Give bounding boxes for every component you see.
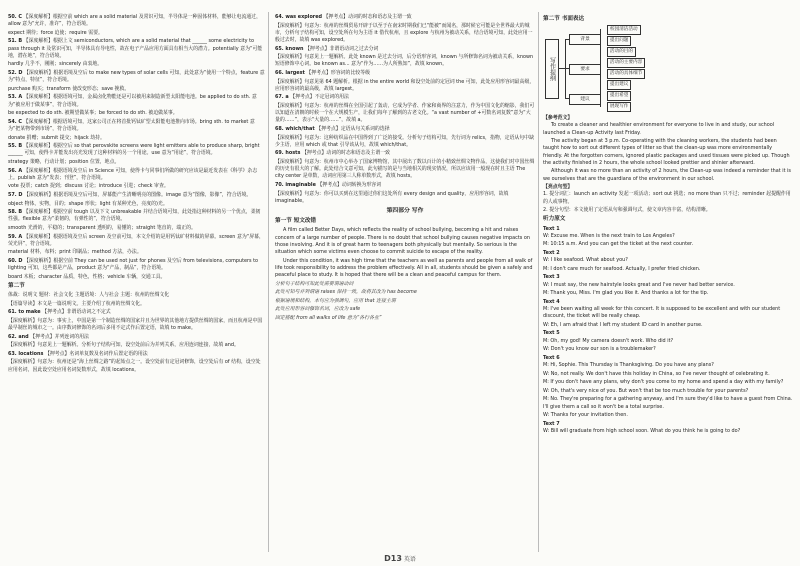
- answer-list: [8, 309, 265, 374]
- answer-item: [275, 79, 535, 93]
- answer-item: [8, 168, 265, 182]
- outline-leaf: 校园清洁活动: [607, 25, 641, 35]
- answer-text: 【押考点】动词的时态和语态及主谓一致: [301, 150, 390, 157]
- answer-item: [275, 14, 535, 21]
- essay-paragraph: A film called Better Days, which reflects the reality of school bullying, becoming a hit and raises concern of a large number of people. There is no doubt that school bullying causes negative impacts on those involving. And it is of great harm to teenagers both physically but mentally. So serious is the situation which some victims even choose to commit suicide to escape of the reality.: [275, 227, 530, 255]
- answer-number: 60. D: [8, 257, 23, 264]
- correction-note: 分析句子结构可知此处需要谓语动词: [275, 280, 354, 287]
- answer-text: donate 捐赠；submit 提交；hijack 劫持。: [8, 134, 105, 141]
- answer-text: 【押考点】形容词的比较等级: [306, 69, 370, 76]
- answer-number: 65. known: [275, 45, 304, 52]
- answer-item: [275, 150, 535, 157]
- answer-item: [8, 201, 265, 208]
- subject-label: 英语: [403, 556, 416, 563]
- dialog-title: Text 2: [543, 250, 560, 256]
- answer-list: [275, 14, 535, 205]
- answer-item: [8, 309, 265, 316]
- answer-text: 【押考点】并列连词的用法: [30, 333, 89, 340]
- essay-paragraph: To create a cleaner and healthier environment for everyone to live in and study, our school launched a Clean-up Activity last Friday.: [543, 122, 775, 136]
- answer-text: 【深度解析】根据空后 so that perovskite screens were light emitters able to produce sharp, bright ______ 可知，使得卡并能发出亮光发现了这种材料的另一个用途。use 意为“用途”，符合语境。: [8, 143, 260, 157]
- answer-number: 50. C: [8, 14, 22, 20]
- answer-text: 【深度解析】句意见第 64 题解析。根据 in the entire world 和设空处前的定冠词 the 可知，此处应用形容词最高级，应用形容词的最高级，故填 largest。: [275, 78, 535, 92]
- answer-text: 【深度解析】根据语境及空后 in Science 可知，使得卡与同事们所做的研究应该是最近发表在《科学》杂志上。publish 意为“发表；刊登”，符合语境。: [8, 167, 258, 181]
- answer-text: board 木板；character 品质，特色，性格；vehicle 车辆，交通工具。: [8, 273, 166, 280]
- answer-item: [8, 249, 265, 256]
- answer-text: 【深度解析】根据语境可知，金属卤化物能还是可以被用来制造新型太阳能电池。be applied to do sth. 意为“被应用于做某事”，符合语境。: [8, 94, 257, 108]
- answer-item: [8, 225, 265, 232]
- answer-item: [8, 192, 265, 199]
- answer-item: [275, 103, 535, 125]
- column-right: [543, 14, 793, 437]
- listening-title: 听力原文: [543, 216, 566, 223]
- answer-text: 【深度解析】句意为：这种纺织品在中国得到了广泛的接受。分析句子结构可知，先行词为 relics，指物，定语从句中缺少主语，应用 which 或 that 引导该从句，故填 which/that。: [275, 134, 534, 148]
- answer-item: [8, 94, 265, 108]
- answer-text: 【押考点】定语从句关系词的选择: [316, 125, 390, 132]
- column-divider: [268, 12, 269, 552]
- answer-text: 【深度解析】根据空前 They can be used not just for phones 及空后 from televisions, computers to lighting 可知，这些都是产品，product 意为“产品，制品”，符合语境。: [8, 257, 259, 272]
- answer-item: [8, 143, 265, 157]
- answer-item: [8, 274, 265, 281]
- answer-text: 【深度解析】句意为：你可以买到在这里通过你们这处所有 every design and quality，应用形容词，故填 imaginable。: [275, 190, 509, 204]
- answer-text: 【押考点】非谓语动词之不定式: [42, 309, 111, 316]
- outline-leaf: 提出问题: [607, 36, 631, 46]
- answer-text: 【深度解析】根据语境及空后可知，屏幕能产生清晰明亮的图像。image 意为“图像，影像”，符合语境。: [24, 191, 252, 198]
- answer-number: 61. to make: [8, 309, 41, 316]
- answer-item: [8, 61, 265, 68]
- reading-tip: 【语篇导读】本文是一篇说明文。主要介绍了杭州的丝绸文化。: [8, 300, 145, 307]
- answer-text: 【深度解析】根据空前 which are a solid material 及常识可知，半导体是一种固体材料，能够让电流通过，allow 意为“允许，准许”，符合语境。: [8, 14, 261, 28]
- essay-paragraph: Under this condition, it was high time that the teachers as well as parents and people from all walk of life took responsibility to address the problem effectively. All in all, students should be given a safely and peaceful place to study. It is hoped that there will be a clean and peaceful campus for them.: [275, 257, 533, 278]
- dialog-line: W: Bill will graduate from high school soon. What do you think he is going to do?: [543, 427, 741, 434]
- answer-list: [8, 14, 265, 281]
- dialog-title: Text 6: [543, 354, 560, 361]
- answer-item: [8, 342, 265, 349]
- answer-item: [8, 359, 265, 373]
- answer-item: [8, 86, 265, 93]
- section-meta: 体裁：说明文 题材：社会文化 主题语境：人与社会 主题：杭州的丝绸文化: [8, 292, 170, 299]
- column-middle: [275, 14, 535, 324]
- answer-text: 【深度解析】根据语境及空后 to make new types of solar cells 可知，此处意为“使用一个特点，feature 意为“特点，特征”，符合语境。: [8, 69, 265, 84]
- essay-paragraph: Although it was no more than an activity of 2 hours, the Clean-up was indeed a reminder that it is we ourselves that are the guardians of the environment in our school.: [543, 168, 791, 182]
- outline-branch: 要求: [569, 64, 601, 75]
- outline-branch: 背景: [569, 34, 601, 45]
- dialog-title: Text 5: [543, 330, 560, 337]
- answer-number: 69. hosts: [275, 150, 301, 157]
- outline-leaf: 活动的主要内容: [607, 58, 645, 68]
- column-left: [8, 14, 265, 375]
- part-title: 第四部分 写作: [386, 207, 424, 214]
- listening-scripts: [543, 226, 793, 436]
- answer-text: 【押考点】不定冠词的用法: [290, 94, 349, 101]
- answer-text: 【深度解析】句意为：杭州市中心举办了国家博物馆，其中展出了数以百计的小精致丝绸文物作品，这使我们对中国丝绸的历史有很大的了解。此处结合文意可知，此句描写的是与当地相关的现实情况，所以应该用一般现在时且主语 The city center 是单数，动词应用第三人称单数形式，故填 hosts。: [275, 158, 535, 180]
- dialog-line: W: I like seafood. What about you?: [543, 257, 628, 264]
- correction-note: 固定搭配 from all walks of life 意为“各行各业”: [275, 314, 382, 321]
- answer-item: [8, 110, 265, 117]
- answer-number: 57. D: [8, 191, 23, 198]
- answer-text: 【押考点】动词转换为形容词: [317, 181, 382, 188]
- dialog-line: W: Excuse me. When is the next train to Los Angeles?: [543, 232, 675, 239]
- answer-text: 【深度解析】句意为：杭州的丝绸贸易开辟于以至于在南宋时期我们已“能被”而闻名，那时候它可能是全世界最大的城市，分析句子结构可知，设空处所在句为主语 it 借代杭州，且 explore 与杭州为被动关系，结合语境可知，此处应用一般过去时，故填 was explored。: [275, 22, 533, 43]
- answer-text: object 物体，实物，目的；shape 形状；light 有某种光色，亮度的)光。: [8, 200, 168, 207]
- dialog-line: W: I must say, the new hairstyle looks great and I've never had better service.: [543, 281, 735, 288]
- answer-item: [8, 14, 265, 28]
- answer-item: [8, 30, 265, 37]
- outline-leaf: 展现写作: [607, 102, 631, 112]
- dialog-line: M: I've been waiting all week for this concert. It is supposed to be excellent and with our student discount, the ticket will be really cheap.: [543, 305, 781, 320]
- dialog-line: W: Don't you know our son is a troublemaker?: [543, 346, 656, 353]
- answer-text: be expected to do sth. 被期望做某事；be forced to do sth. 被迫做某事。: [8, 110, 178, 117]
- dialog-line: W: Oh, that's very nice of you. But won't that be too much trouble for your parents?: [543, 387, 749, 394]
- answer-text: hardly 几乎不，刚刚；sincerely 由衷地。: [8, 61, 103, 68]
- outline-root: 写作提纲: [545, 39, 559, 99]
- answer-item: [8, 318, 265, 332]
- answer-number: 70. imaginable: [275, 181, 316, 188]
- dialog-line: M: No. They're preparing for a gathering anyway, and I'm sure they'd like to have a guest from China. I'll give them a call so it won't be a total surprise.: [543, 396, 793, 410]
- answer-item: [275, 70, 535, 77]
- answer-number: 51. B: [8, 38, 23, 45]
- answer-item: [8, 183, 265, 190]
- section-title: 第一节 短文改错: [275, 218, 317, 225]
- dialog-line: M: 10:15 a.m. And you can get the ticket at the next counter.: [543, 241, 694, 248]
- dialog-title: Text 7: [543, 420, 560, 427]
- answer-item: [8, 258, 265, 272]
- highlights: [543, 191, 793, 214]
- answer-number: 67. a: [275, 94, 289, 101]
- answer-item: [8, 38, 265, 60]
- answer-item: [8, 119, 265, 133]
- answer-item: [8, 209, 265, 223]
- dialog-line: M: If you don't have any plans, why don't you come to my home and spend a day with my family?: [543, 379, 784, 386]
- answer-number: 56. A: [8, 167, 23, 174]
- answer-item: [275, 159, 535, 181]
- answer-item: [275, 23, 535, 45]
- answer-text: 【深度解析】根据语境及空后 screen 及空前可知，本文介绍的是用钙钛矿材料做的屏幕。screen 意为“屏幕，荧光屏”，符合语境。: [8, 233, 264, 247]
- answer-number: 52. D: [8, 69, 23, 76]
- dialog-line: W: Thanks for your invitation then.: [543, 412, 628, 419]
- answer-text: purchase 购买；transform 使改变形态；save 挽救。: [8, 85, 130, 92]
- answer-text: 【深度解析】句意见上一题解析。分析句子结构可知，设空处前后为并列关系，应用连词连接，故填 and。: [8, 342, 239, 349]
- error-correction-essay: [275, 227, 535, 279]
- answer-item: [8, 334, 265, 341]
- outline-branch: 建议: [569, 94, 601, 105]
- answer-text: 【押考点】动词的时态和语态及主谓一致: [323, 14, 412, 20]
- column-divider: [538, 12, 539, 552]
- dialog-line: M: Hi, Sophie. This Thursday is Thanksgiving. Do you have any plans?: [543, 361, 714, 368]
- writing-outline-diagram: [543, 25, 793, 111]
- answer-number: 62. and: [8, 333, 29, 340]
- answer-item: [8, 234, 265, 248]
- answer-number: 58. B: [8, 209, 23, 216]
- outline-leaf: 提出希望: [607, 91, 631, 101]
- dialog-title: Text 3: [543, 274, 560, 281]
- answer-text: expect 期待；force 迫使；require 需要。: [8, 29, 103, 36]
- answer-text: strategy 策略，行动计划；position 位置，地点。: [8, 158, 120, 165]
- answer-number: 63. locations: [8, 350, 44, 357]
- answer-number: 64. was explored: [275, 14, 323, 20]
- answer-item: [8, 159, 265, 166]
- answer-item: [275, 135, 535, 149]
- answer-item: [275, 182, 535, 189]
- answer-item: [8, 135, 265, 142]
- answer-item: [275, 94, 535, 101]
- model-essay-title: 【参考范文】: [543, 115, 573, 122]
- answer-item: [275, 191, 535, 205]
- answer-text: 【押考点】非谓语动词之过去分词: [305, 45, 379, 52]
- answer-text: 【深度解析】根据语境可知，这家公司正在将首批钙钛矿型太阳能电池推向市场。bring sth. to market 意为“把某物带到市场”，符合语境。: [8, 118, 255, 132]
- answer-number: 68. which/that: [275, 125, 315, 132]
- model-essay: [543, 122, 793, 182]
- correction-note: 此处应用形容词修饰名词，应改为 safe: [275, 306, 361, 313]
- answer-text: 【深度解析】根据上文 semiconductors, which are a solid material that ______ some electricity to pass through it 及常识可知，半导体具有导电性，故在电子产品应用方面具有相当大的潜力。potentially 意为“可能地，潜在地”，符合语境。: [8, 38, 263, 59]
- answer-text: material 材料，布料；print 印刷品；method 方法，办法。: [8, 249, 142, 256]
- answer-text: 【深度解析】句意为：事实上，中国是第一个制造丝绸的国家并且为世界的其他地方提供丝绸的国家，而且杭州是中国最早制丝的城市之一。由序数词修饰的名词后多用不定式作后置定语，故填 to make。: [8, 317, 263, 332]
- answer-text: vote 投票；catch 捉到；discuss 讨论；introduce 引进；check 审查。: [8, 183, 169, 190]
- answer-text: smooth 光滑的，平稳的；transparent 透明的，易懂的；straight 笔直的，端正的。: [8, 224, 196, 231]
- dialog-line: W: Eh, I am afraid that I left my student ID card in another purse.: [543, 321, 703, 328]
- answer-number: 55. B: [8, 143, 23, 150]
- dialog-title: Text 1: [543, 225, 560, 232]
- answer-text: 【深度解析】句意为：杭州的丝绸在全国引起了轰动，它成为学者、作家和商界的注意力，作为中国文化的缩影，我们可以知道在清朝的时候一个在大规模生产，让我们每年了解到的古老文化。“a vast number of +可数名词复数”意为“大量的……”，表示“大量的……”，故填 a。: [275, 102, 535, 124]
- outline-leaf: 提出建议: [607, 80, 631, 90]
- essay-paragraph: The activity began at 3 p.m. Co-operating with the cleaning workers, the students had been taught how to sort out different types of litter so that the clean-up was more environmentally friendly. At the forgotten corners, ignored plastic packages and used tissues were picked up. Though the activity finished in 2 hours, the whole school looked prettier and shinier afterward.: [543, 138, 790, 166]
- highlight-item: 2. 提分句型：本文使用了定语从句和强调句式，使文章内容丰富，结构清晰。: [543, 207, 711, 214]
- answer-item: [275, 46, 535, 53]
- page-number: D13: [384, 554, 402, 563]
- answer-item: [275, 54, 535, 68]
- answer-text: 【押考点】名词单复数及名词作后置定语的用法: [44, 350, 148, 357]
- highlight-item: 1. 提分词汇：launch an activity 发起一项活动；sort out 挑选；no more than 只不过；reminder 起提醒作用的人或事物。: [543, 191, 791, 205]
- dialog-line: M: Thank you, Miss. I'm glad you like it. And thanks a lot for the tip.: [543, 290, 709, 297]
- answer-number: 59. A: [8, 233, 23, 240]
- answer-number: 54. C: [8, 118, 22, 125]
- dialog-line: M: Oh, my god! My camera doesn't work. Who did it?: [543, 337, 674, 344]
- answer-text: 【深度解析】句意为：杭州还是“海上丝绸之路”的起始点之一。设空处前有定冠词修饰，设空处后有 of 结构，设空处应用名词，因此设空处应用名词复数形式，故填 locations。: [8, 359, 261, 373]
- answer-text: 【深度解析】根据空前 tough 以及下文 unbreakable 并结合语境可知，此处指这种材料的另一个优点，柔韧性强。flexible 意为“柔韧的，有弹性的”，符合语境。: [8, 209, 261, 223]
- dialog-line: M: I don't care much for seafood. Actually, I prefer fried chicken.: [543, 265, 701, 272]
- answer-item: [8, 70, 265, 84]
- dialog-line: W: No, not really. We don't have this holiday in China, so I've never thought of celebrating it.: [543, 370, 770, 377]
- answer-item: [8, 351, 265, 358]
- section-title: 第二节 书面表达: [543, 16, 585, 22]
- dialog-title: Text 4: [543, 298, 560, 305]
- correction-note: 根据语境和结构，本句应为强调句，应用 that 连接主谓: [275, 297, 396, 304]
- page-footer: [0, 554, 800, 563]
- answer-item: [275, 126, 535, 133]
- correction-note: 此处可知与并列谓语 raises 保持一致，故将其改为 has become: [275, 289, 417, 296]
- section-title: 第二节: [8, 282, 25, 289]
- outline-leaf: 活动的具体细节: [607, 69, 645, 79]
- answer-number: 66. largest: [275, 69, 305, 76]
- outline-leaf: 活动的目的: [607, 47, 636, 57]
- correction-notes: [275, 281, 535, 323]
- answer-number: 53. A: [8, 94, 23, 101]
- answer-text: 【深度解析】句意见上一题解析。此处 known 是过去分词，后分语形容词，known 与所修饰名词为被动关系，known 短语修饰中心词。be known as... 意为“作为……为人所熟知”，故填 known。: [275, 54, 534, 68]
- highlights-title: 【亮点句型】: [543, 184, 573, 191]
